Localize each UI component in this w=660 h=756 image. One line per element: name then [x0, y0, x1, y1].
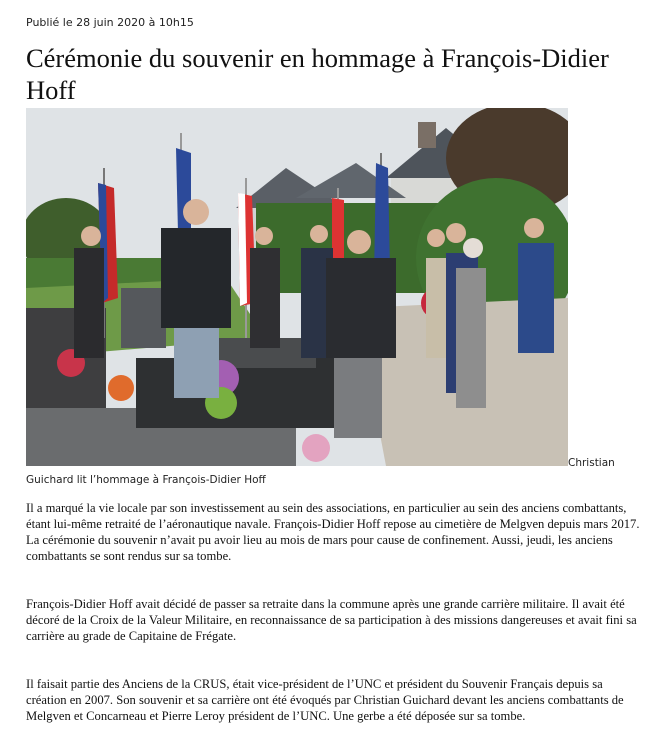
article-paragraph-2: François-Didier Hoff avait décidé de passer sa retraite dans la commune après une grande carrière militaire. Il avait été décoré de la Croix de la Valeur Militaire, en reconnaissance de sa participation à des missions dangereuses et avait fini sa carrière au grade de Capitaine de Frégate.	[26, 597, 637, 643]
photo-caption: Guichard lit l’hommage à François-Didier Hoff	[26, 474, 266, 486]
article-paragraph-1: Il a marqué la vie locale par son investissement au sein des associations, en particulier au sein des anciens combattants, étant lui-même retraité de l’aéronautique navale. François-Didier Hoff repose au cimetière de Melgven depuis mars 2017. La cérémonie du souvenir n’avait pu avoir lieu au mois de mars pour cause de confinement. Aussi, jeudi, les anciens combattants se sont rendus sur sa tombe.	[26, 501, 640, 563]
article-title: Cérémonie du souvenir en hommage à François-Didier Hoff	[26, 43, 609, 105]
publication-date: Publié le 28 juin 2020 à 10h15	[26, 16, 194, 29]
photo-caption-credit: Christian	[568, 457, 615, 469]
ceremony-photo-icon	[26, 108, 568, 466]
article-photo	[26, 108, 568, 466]
article-paragraph-3: Il faisait partie des Anciens de la CRUS, était vice-président de l’UNC et président du Souvenir Français depuis sa création en 2007. Son souvenir et sa carrière ont été évoqués par Christian Guichard devant les anciens combattants de Melgven et Concarneau et Pierre Leroy président de l’UNC. Une gerbe a été déposée sur sa tombe.	[26, 677, 624, 723]
